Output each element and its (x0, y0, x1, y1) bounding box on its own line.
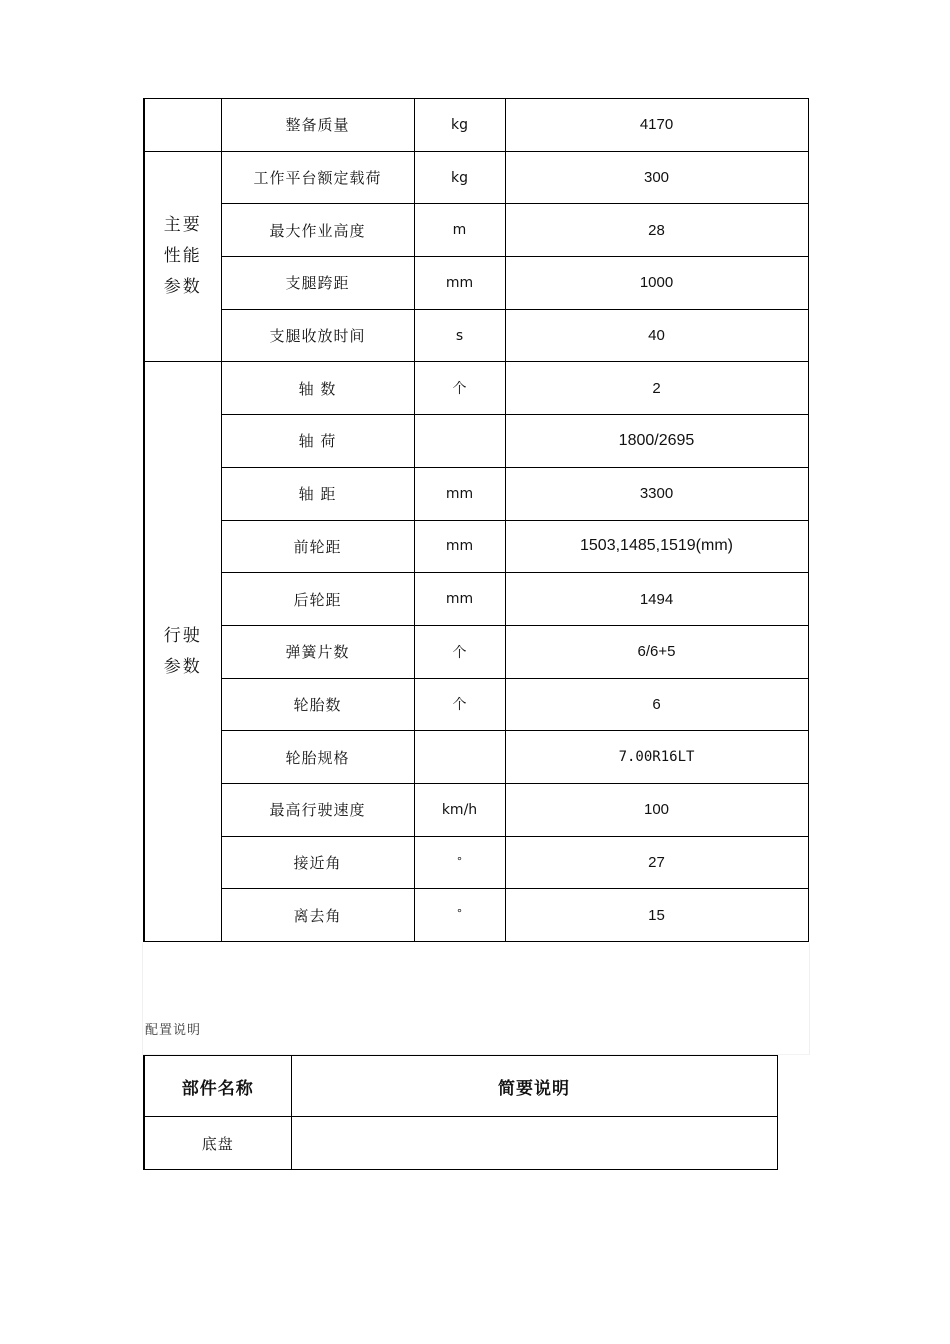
spec-name-cell: 最大作业高度 (221, 204, 414, 257)
config-description-cell (291, 1117, 777, 1170)
spec-row (144, 731, 808, 784)
spec-unit-cell (414, 415, 505, 468)
spec-row (144, 309, 808, 362)
spec-value-cell: 7.00R16LT (505, 731, 808, 784)
spec-value-cell: 40 (505, 309, 808, 362)
section-frame (142, 943, 810, 1055)
part-name-header: 部件名称 (144, 1056, 291, 1117)
spec-group-label-line: 参数 (163, 656, 202, 677)
spec-row (144, 573, 808, 626)
spec-name-cell: 轮胎数 (221, 678, 414, 731)
spec-row (144, 204, 808, 257)
spec-value-cell: 100 (505, 783, 808, 836)
spec-value-cell: 300 (505, 151, 808, 204)
spec-group-label (144, 151, 221, 362)
spec-name-cell: 整备质量 (221, 99, 414, 152)
config-header-row (144, 1056, 777, 1117)
spec-unit-cell: 个 (414, 362, 505, 415)
spec-value-cell: 6/6+5 (505, 625, 808, 678)
spec-group-label (144, 362, 221, 942)
spec-value-cell: 28 (505, 204, 808, 257)
config-table (143, 1055, 778, 1170)
spec-unit-cell: mm (414, 573, 505, 626)
spec-unit-cell: s (414, 309, 505, 362)
spec-row (144, 836, 808, 889)
spec-row (144, 99, 808, 152)
description-header: 简要说明 (291, 1056, 777, 1117)
spec-unit-cell: 个 (414, 678, 505, 731)
config-part-name-cell: 底盘 (144, 1117, 291, 1170)
spec-value-cell: 1503,1485,1519(mm) (505, 520, 808, 573)
config-caption: 配置说明 (145, 1023, 202, 1038)
spec-row (144, 257, 808, 310)
spec-unit-cell: mm (414, 257, 505, 310)
spec-group-label-line: 参数 (163, 277, 202, 298)
spec-name-cell: 弹簧片数 (221, 625, 414, 678)
spec-table (143, 98, 809, 942)
spec-row (144, 467, 808, 520)
spec-name-cell: 接近角 (221, 836, 414, 889)
spec-unit-cell: 个 (414, 625, 505, 678)
config-table-body (144, 1056, 777, 1170)
spec-name-cell: 轴 数 (221, 362, 414, 415)
spec-unit-cell: kg (414, 151, 505, 204)
spec-group-label-line: 行驶 (163, 625, 202, 646)
spec-name-cell: 支腿跨距 (221, 257, 414, 310)
spec-name-cell: 后轮距 (221, 573, 414, 626)
spec-value-cell: 2 (505, 362, 808, 415)
spec-unit-cell: ° (414, 889, 505, 942)
spec-value-cell: 3300 (505, 467, 808, 520)
spec-value-cell: 15 (505, 889, 808, 942)
spec-row (144, 625, 808, 678)
spec-row (144, 415, 808, 468)
spec-value-cell: 1494 (505, 573, 808, 626)
spec-name-cell: 轴 荷 (221, 415, 414, 468)
spec-value-cell: 4170 (505, 99, 808, 152)
spec-name-cell: 轴 距 (221, 467, 414, 520)
spec-unit-cell: km/h (414, 783, 505, 836)
spec-name-cell: 离去角 (221, 889, 414, 942)
spec-unit-cell: mm (414, 467, 505, 520)
spec-name-cell: 轮胎规格 (221, 731, 414, 784)
spec-value-cell: 6 (505, 678, 808, 731)
spec-unit-cell: mm (414, 520, 505, 573)
config-row (144, 1117, 777, 1170)
spec-row (144, 151, 808, 204)
spec-name-cell: 最高行驶速度 (221, 783, 414, 836)
spec-value-cell: 1800/2695 (505, 415, 808, 468)
spec-row (144, 783, 808, 836)
spec-unit-cell: kg (414, 99, 505, 152)
spec-value-cell: 27 (505, 836, 808, 889)
spec-group-label-line: 性能 (163, 246, 202, 267)
spec-unit-cell: m (414, 204, 505, 257)
spec-unit-cell (414, 731, 505, 784)
spec-name-cell: 工作平台额定载荷 (221, 151, 414, 204)
spec-value-cell: 1000 (505, 257, 808, 310)
spec-row (144, 889, 808, 942)
spec-table-body (144, 99, 808, 942)
spec-name-cell: 前轮距 (221, 520, 414, 573)
spec-name-cell: 支腿收放时间 (221, 309, 414, 362)
spec-row (144, 362, 808, 415)
spec-row (144, 678, 808, 731)
spec-unit-cell: ° (414, 836, 505, 889)
spec-group-label (144, 99, 221, 152)
spec-group-label-line: 主要 (163, 215, 202, 236)
spec-row (144, 520, 808, 573)
